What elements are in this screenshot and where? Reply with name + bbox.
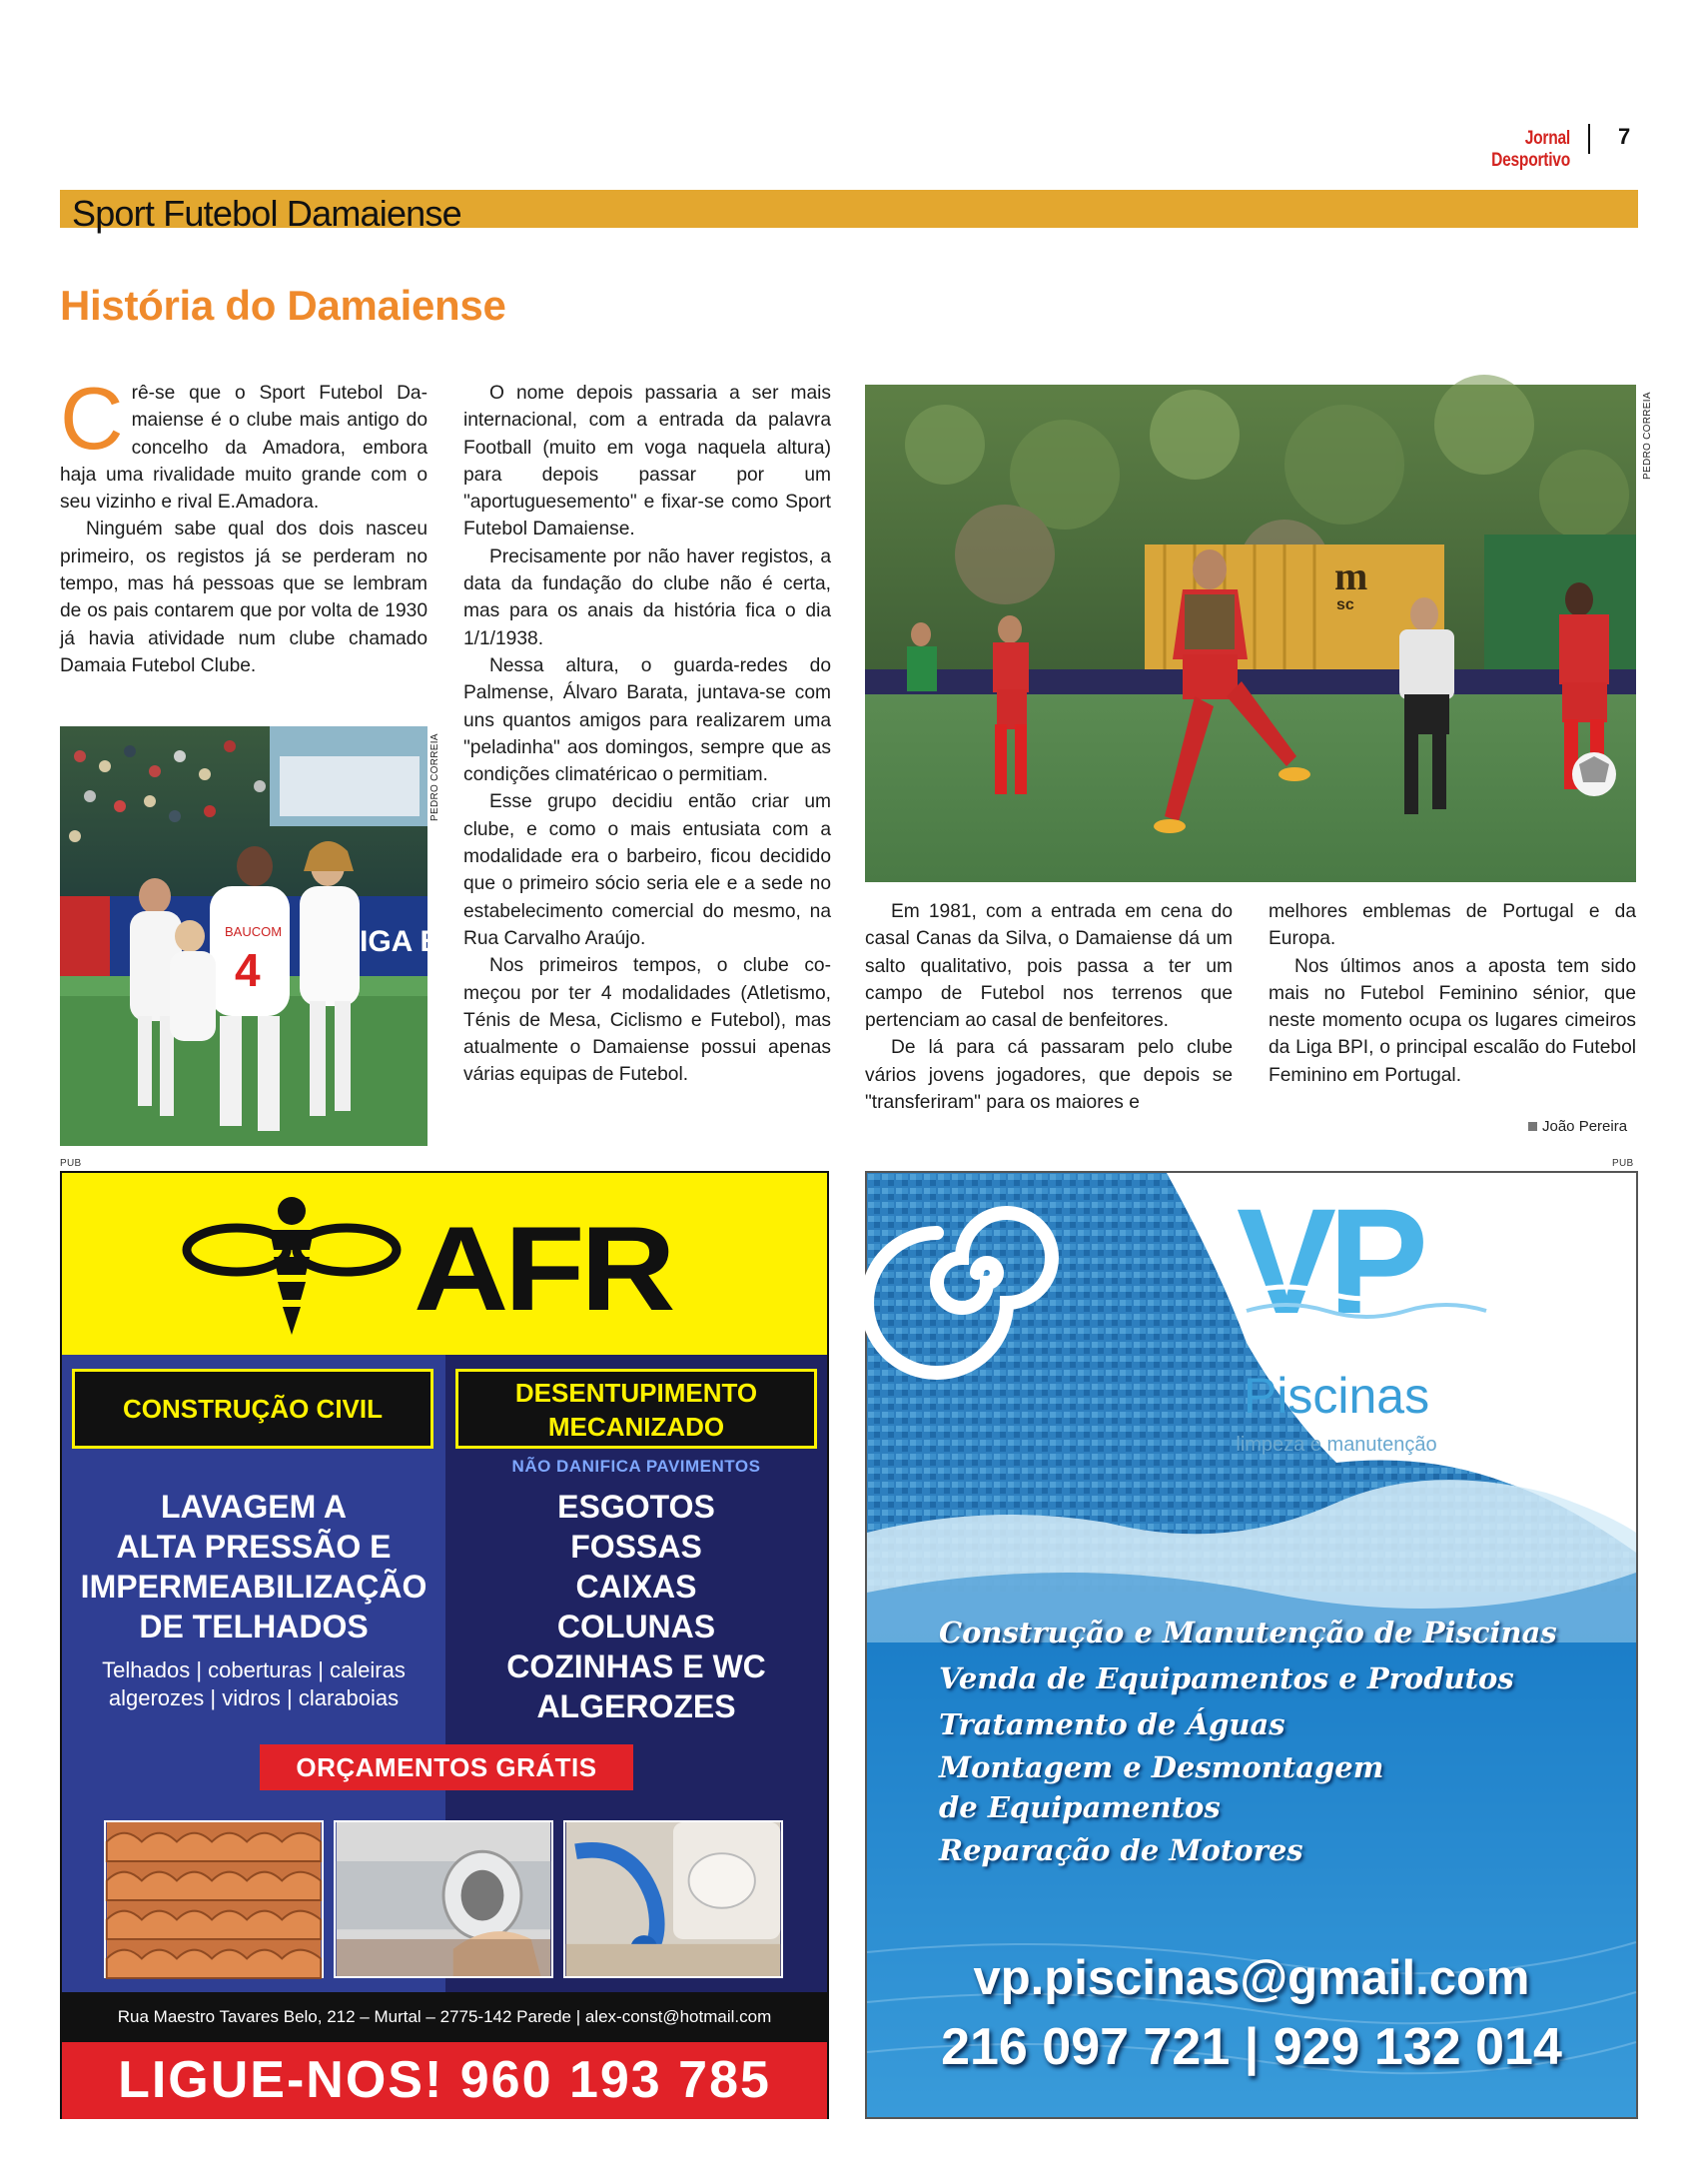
container-text-1: m	[1334, 553, 1368, 598]
photo-mens-match-action	[865, 385, 1636, 882]
article-column-3	[865, 898, 1233, 1116]
shirt-name: BAUCOM	[225, 924, 283, 939]
vp-service: de Equipamentos	[939, 1790, 1221, 1824]
afr-advertisement[interactable]	[60, 1171, 829, 2119]
vp-phone-numbers[interactable]: 216 097 721 | 929 132 014	[941, 2018, 1562, 2076]
photo-credit-right: PEDRO CORREIA	[1642, 392, 1653, 480]
article-column-1	[60, 369, 427, 679]
vp-logo: VP	[1236, 1177, 1421, 1345]
vp-service: Reparação de Motores	[939, 1833, 1303, 1867]
afr-box-unclogging: DESENTUPIMENTO MECANIZADO	[455, 1369, 817, 1449]
pub-label-left: PUB	[60, 1158, 82, 1169]
vp-service: Venda de Equipamentos e Produtos	[939, 1661, 1514, 1695]
paragraph: Ninguém sabe qual dos dois nasceu primeiro, os registos já se perderam no tempo, mas há pessoas que se lembram de os pais contarem que por volta de 1930 já havia atividade num clube chamado Damaia Futebol Clube.	[60, 519, 427, 676]
paragraph: Nos últimos anos a aposta tem sido mais no Futebol Feminino sénior, que neste momento ocupa os lugares cimeiros da Liga BPI, o principal escalão do Futebol Feminino em Portugal.	[1269, 955, 1636, 1086]
paragraph: Esse grupo decidiu então criar um clube, e como o mais entusiata com a modalidade era o barbeiro, ficou decidido que o primeiro sócio seria ele e a sede no estabelecimento comercial do mesmo, na Rua Carvalho Araújo.	[463, 791, 831, 949]
dropcap: C	[60, 369, 124, 468]
byline-square-icon	[1528, 1122, 1537, 1131]
vp-service: Montagem e Desmontagem	[939, 1750, 1384, 1784]
shirt-number: 4	[235, 944, 261, 996]
page-number: 7	[1618, 124, 1631, 149]
afr-drain-image	[563, 1820, 783, 1978]
vp-services-list	[939, 1610, 1557, 1873]
bee-icon	[182, 1195, 402, 1345]
vp-brand: Piscinas	[1243, 1368, 1430, 1424]
photo-credit-left: PEDRO CORREIA	[429, 733, 440, 821]
article-headline: História do Damaiense	[60, 282, 506, 329]
vp-email-link[interactable]: vp.piscinas@gmail.com	[973, 1951, 1530, 2005]
article-column-2	[463, 380, 831, 1089]
vp-service: Construção e Manutenção de Piscinas	[939, 1616, 1557, 1649]
section-title: Sport Futebol Damaiense	[72, 193, 461, 234]
afr-no-damage: NÃO DANIFICA PAVIMENTOS	[511, 1457, 761, 1476]
header-divider	[1588, 124, 1590, 154]
container-text-2: sc	[1336, 596, 1354, 613]
paragraph: Em 1981, com a entrada em cena do casal Canas da Silva, o Damaiense dá um salto qualitativo, pois passa a ter um campo de Futebol nos terrenos que pertenciam ao casal de benfeitores.	[865, 901, 1233, 1032]
paragraph: O nome depois passaria a ser mais internacional, com a entrada da palavra Football (muito em voga naquela altura) para depois passar por um "aportuguesemento" e fixar-se como Sport Futebol Damaiense.	[463, 383, 831, 541]
vp-tagline: limpeza e manutenção	[1236, 1434, 1437, 1456]
afr-free-quotes: ORÇAMENTOS GRÁTIS	[260, 1744, 633, 1790]
afr-box-construction: CONSTRUÇÃO CIVIL	[72, 1369, 433, 1449]
paragraph: melhores emblemas de Portugal e da Europa.	[1269, 901, 1636, 950]
afr-right-services: ESGOTOS FOSSAS CAIXAS COLUNAS COZINHAS E WC ALGEROZES	[506, 1489, 766, 1724]
vp-piscinas-advertisement[interactable]	[865, 1171, 1638, 2119]
afr-roof-tiles-image	[104, 1820, 324, 1978]
pub-label-right: PUB	[1612, 1158, 1634, 1169]
vp-service: Tratamento de Águas	[939, 1707, 1285, 1741]
byline: João Pereira	[1528, 1118, 1627, 1135]
paragraph: Nos primeiros tempos, o clube começou por ter 4 modalidades (Atletismo, Ténis de Mesa, Ciclismo e Futebol), mas atualmente o Damaiense possui apenas várias equipas de Futebol.	[463, 955, 831, 1086]
paragraph: Crê-se que o Sport Futebol Damaiense é o clube mais antigo do concelho da Amadora, embora haja uma rivalidade muito grande com o seu vizinho e rival E.Amadora.	[60, 369, 427, 514]
paragraph: Nessa altura, o guarda-redes do Palmense, Álvaro Barata, juntava-se com uns quantos amigos para realizarem uma "peladinha" aos domingos, sempre que as condições climatéricao o permitiam.	[463, 654, 831, 786]
afr-call-to-action[interactable]: LIGUE-NOS! 960 193 785	[62, 2042, 827, 2119]
afr-left-services: Telhados | coberturas | caleiras algerozes | vidros | claraboias	[102, 1657, 406, 1710]
article-column-4	[1269, 898, 1636, 1089]
afr-pipe-image	[334, 1820, 553, 1978]
afr-address: Rua Maestro Tavares Belo, 212 – Murtal – 2775-142 Parede | alex-const@hotmail.com	[62, 1992, 827, 2042]
afr-left-headline: LAVAGEM A ALTA PRESSÃO E IMPERMEABILIZAÇÃO DE TELHADOS	[80, 1489, 427, 1644]
banner-text: IGA B	[360, 925, 442, 958]
paragraph: Precisamente por não haver registos, a data da fundação do clube não é certa, mas para os anais da história fica o dia 1/1/1938.	[463, 546, 831, 649]
paragraph: De lá para cá passaram pelo clube vários jovens jogadores, que depois se "transferiram" para os maiores e	[865, 1037, 1233, 1114]
afr-logo-text: AFR	[414, 1202, 672, 1336]
publication-name: Jornal Desportivo	[1491, 128, 1570, 171]
